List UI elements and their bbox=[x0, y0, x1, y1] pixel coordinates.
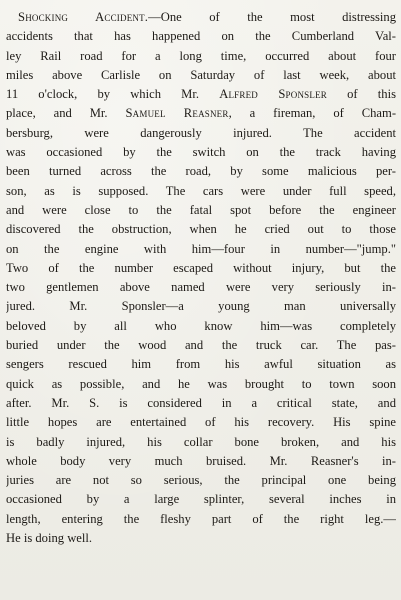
article-line: Shocking Accident.—One of the most distressing bbox=[18, 10, 396, 24]
article-heading: Shocking Accident. bbox=[18, 10, 149, 24]
article-line: length, entering the fleshy part of the right leg.— bbox=[6, 511, 396, 526]
article-line: 11 o'clock, by which Mr. Alfred Sponsler of this bbox=[6, 87, 396, 102]
article-line: and were close to the fatal spot before the engineer bbox=[6, 202, 396, 217]
person-name: Samuel Reasner bbox=[125, 106, 229, 121]
article-line: two gentlemen above named were very seriously in- bbox=[6, 280, 396, 295]
article-line: accidents that has happened on the Cumberland Val- bbox=[6, 29, 396, 44]
article-line: jured. Mr. Sponsler—a young man universally bbox=[6, 299, 396, 314]
article-line: been turned across the road, by some malicious per- bbox=[6, 164, 396, 179]
article-line: Two of the number escaped without injury, but the bbox=[6, 260, 396, 275]
article-line: is badly injured, his collar bone broken, and his bbox=[6, 434, 396, 449]
news-article bbox=[6, 8, 396, 548]
article-line: beloved by all who know him—was completely bbox=[6, 318, 396, 333]
article-line: quick as possible, and he was brought to town soon bbox=[6, 376, 396, 391]
article-line: buried under the wood and the truck car. The pas- bbox=[6, 338, 396, 353]
article-line: ley Rail road for a long time, occurred about four bbox=[6, 48, 396, 63]
article-line: on the engine with him—four in number—"jump." bbox=[6, 241, 396, 256]
article-line: He is doing well. bbox=[6, 531, 93, 546]
article-line: bersburg, were dangerously injured. The accident bbox=[6, 125, 396, 140]
article-line: little hopes are entertained of his recovery. His spine bbox=[6, 415, 396, 430]
article-line: juries are not so serious, the principal one being bbox=[6, 473, 396, 488]
article-line: whole body very much bruised. Mr. Reasner's in- bbox=[6, 453, 396, 468]
article-line: after. Mr. S. is considered in a critical state, and bbox=[6, 395, 396, 410]
article-line: occasioned by a large splinter, several inches in bbox=[6, 492, 396, 507]
article-line: was occasioned by the switch on the track having bbox=[6, 145, 396, 160]
article-line: son, as is supposed. The cars were under full speed, bbox=[6, 183, 396, 198]
person-name: Alfred Sponsler bbox=[219, 87, 327, 102]
article-line: miles above Carlisle on Saturday of last week, about bbox=[6, 67, 396, 82]
article-line: sengers rescued him from his awful situation as bbox=[6, 357, 396, 372]
article-line: discovered the obstruction, when he cried out to those bbox=[6, 222, 396, 237]
article-line: place, and Mr. Samuel Reasner, a fireman, of Cham- bbox=[6, 106, 396, 121]
